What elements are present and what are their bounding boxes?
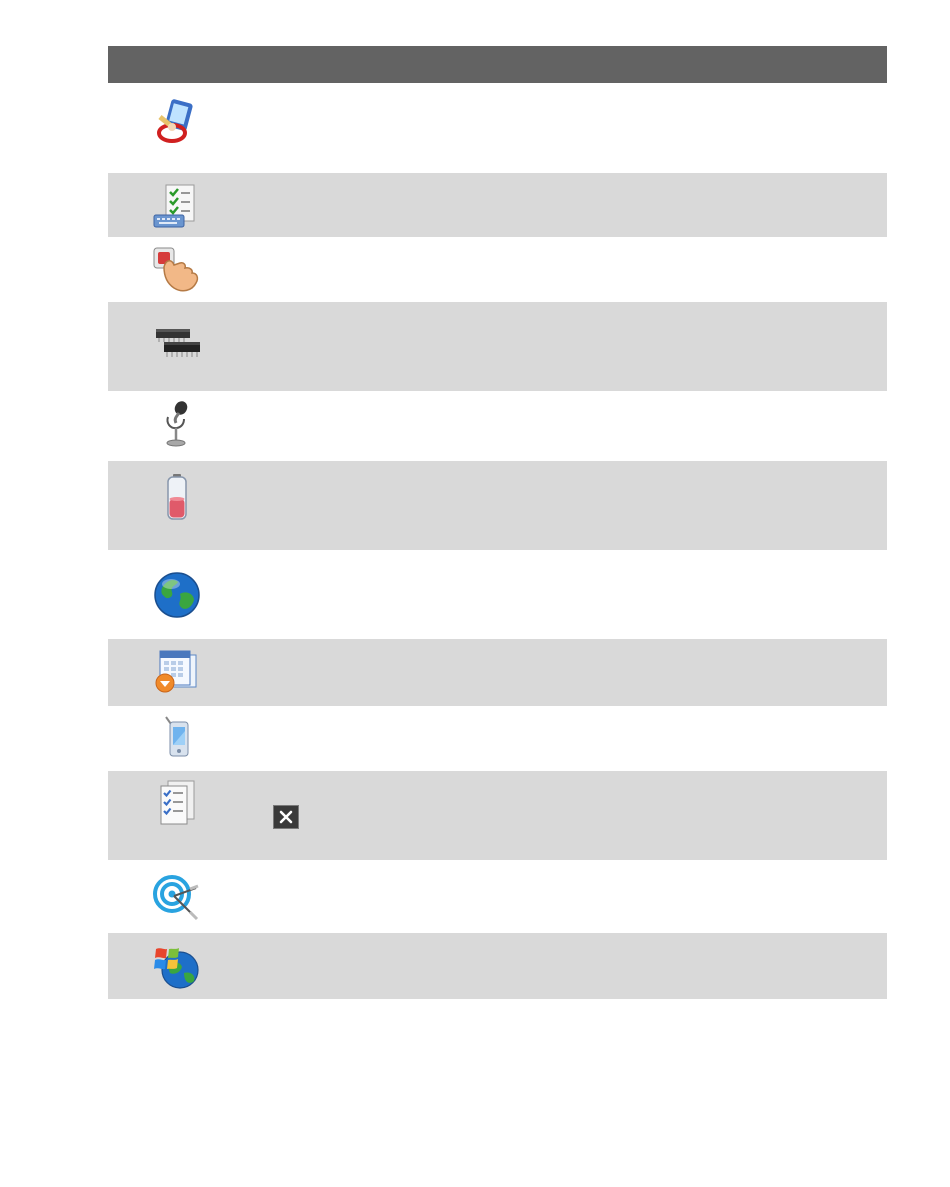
table-row — [108, 706, 887, 771]
table-header — [108, 46, 887, 83]
hand-tap-button-icon — [152, 245, 202, 295]
calendar-download-icon — [152, 647, 202, 697]
windows-globe-icon — [152, 941, 202, 991]
table-row — [108, 771, 887, 860]
input-checklist-keyboard-icon — [152, 181, 202, 231]
owner-pda-icon — [152, 97, 202, 147]
settings-icon-table — [108, 46, 887, 999]
microphone-icon — [152, 399, 202, 449]
task-list-icon — [152, 779, 202, 829]
memory-chips-icon — [152, 320, 202, 370]
table-row — [108, 173, 887, 237]
table-row — [108, 237, 887, 302]
close-x-icon — [273, 805, 299, 829]
globe-icon — [152, 570, 202, 620]
table-row — [108, 550, 887, 639]
table-row — [108, 461, 887, 550]
table-row — [108, 302, 887, 391]
table-row — [108, 639, 887, 706]
screen-tap-target-icon — [152, 874, 202, 924]
table-row — [108, 860, 887, 933]
table-row — [108, 933, 887, 999]
table-row — [108, 391, 887, 461]
phone-stylus-icon — [152, 714, 202, 764]
table-row — [108, 83, 887, 173]
battery-icon — [152, 473, 202, 523]
